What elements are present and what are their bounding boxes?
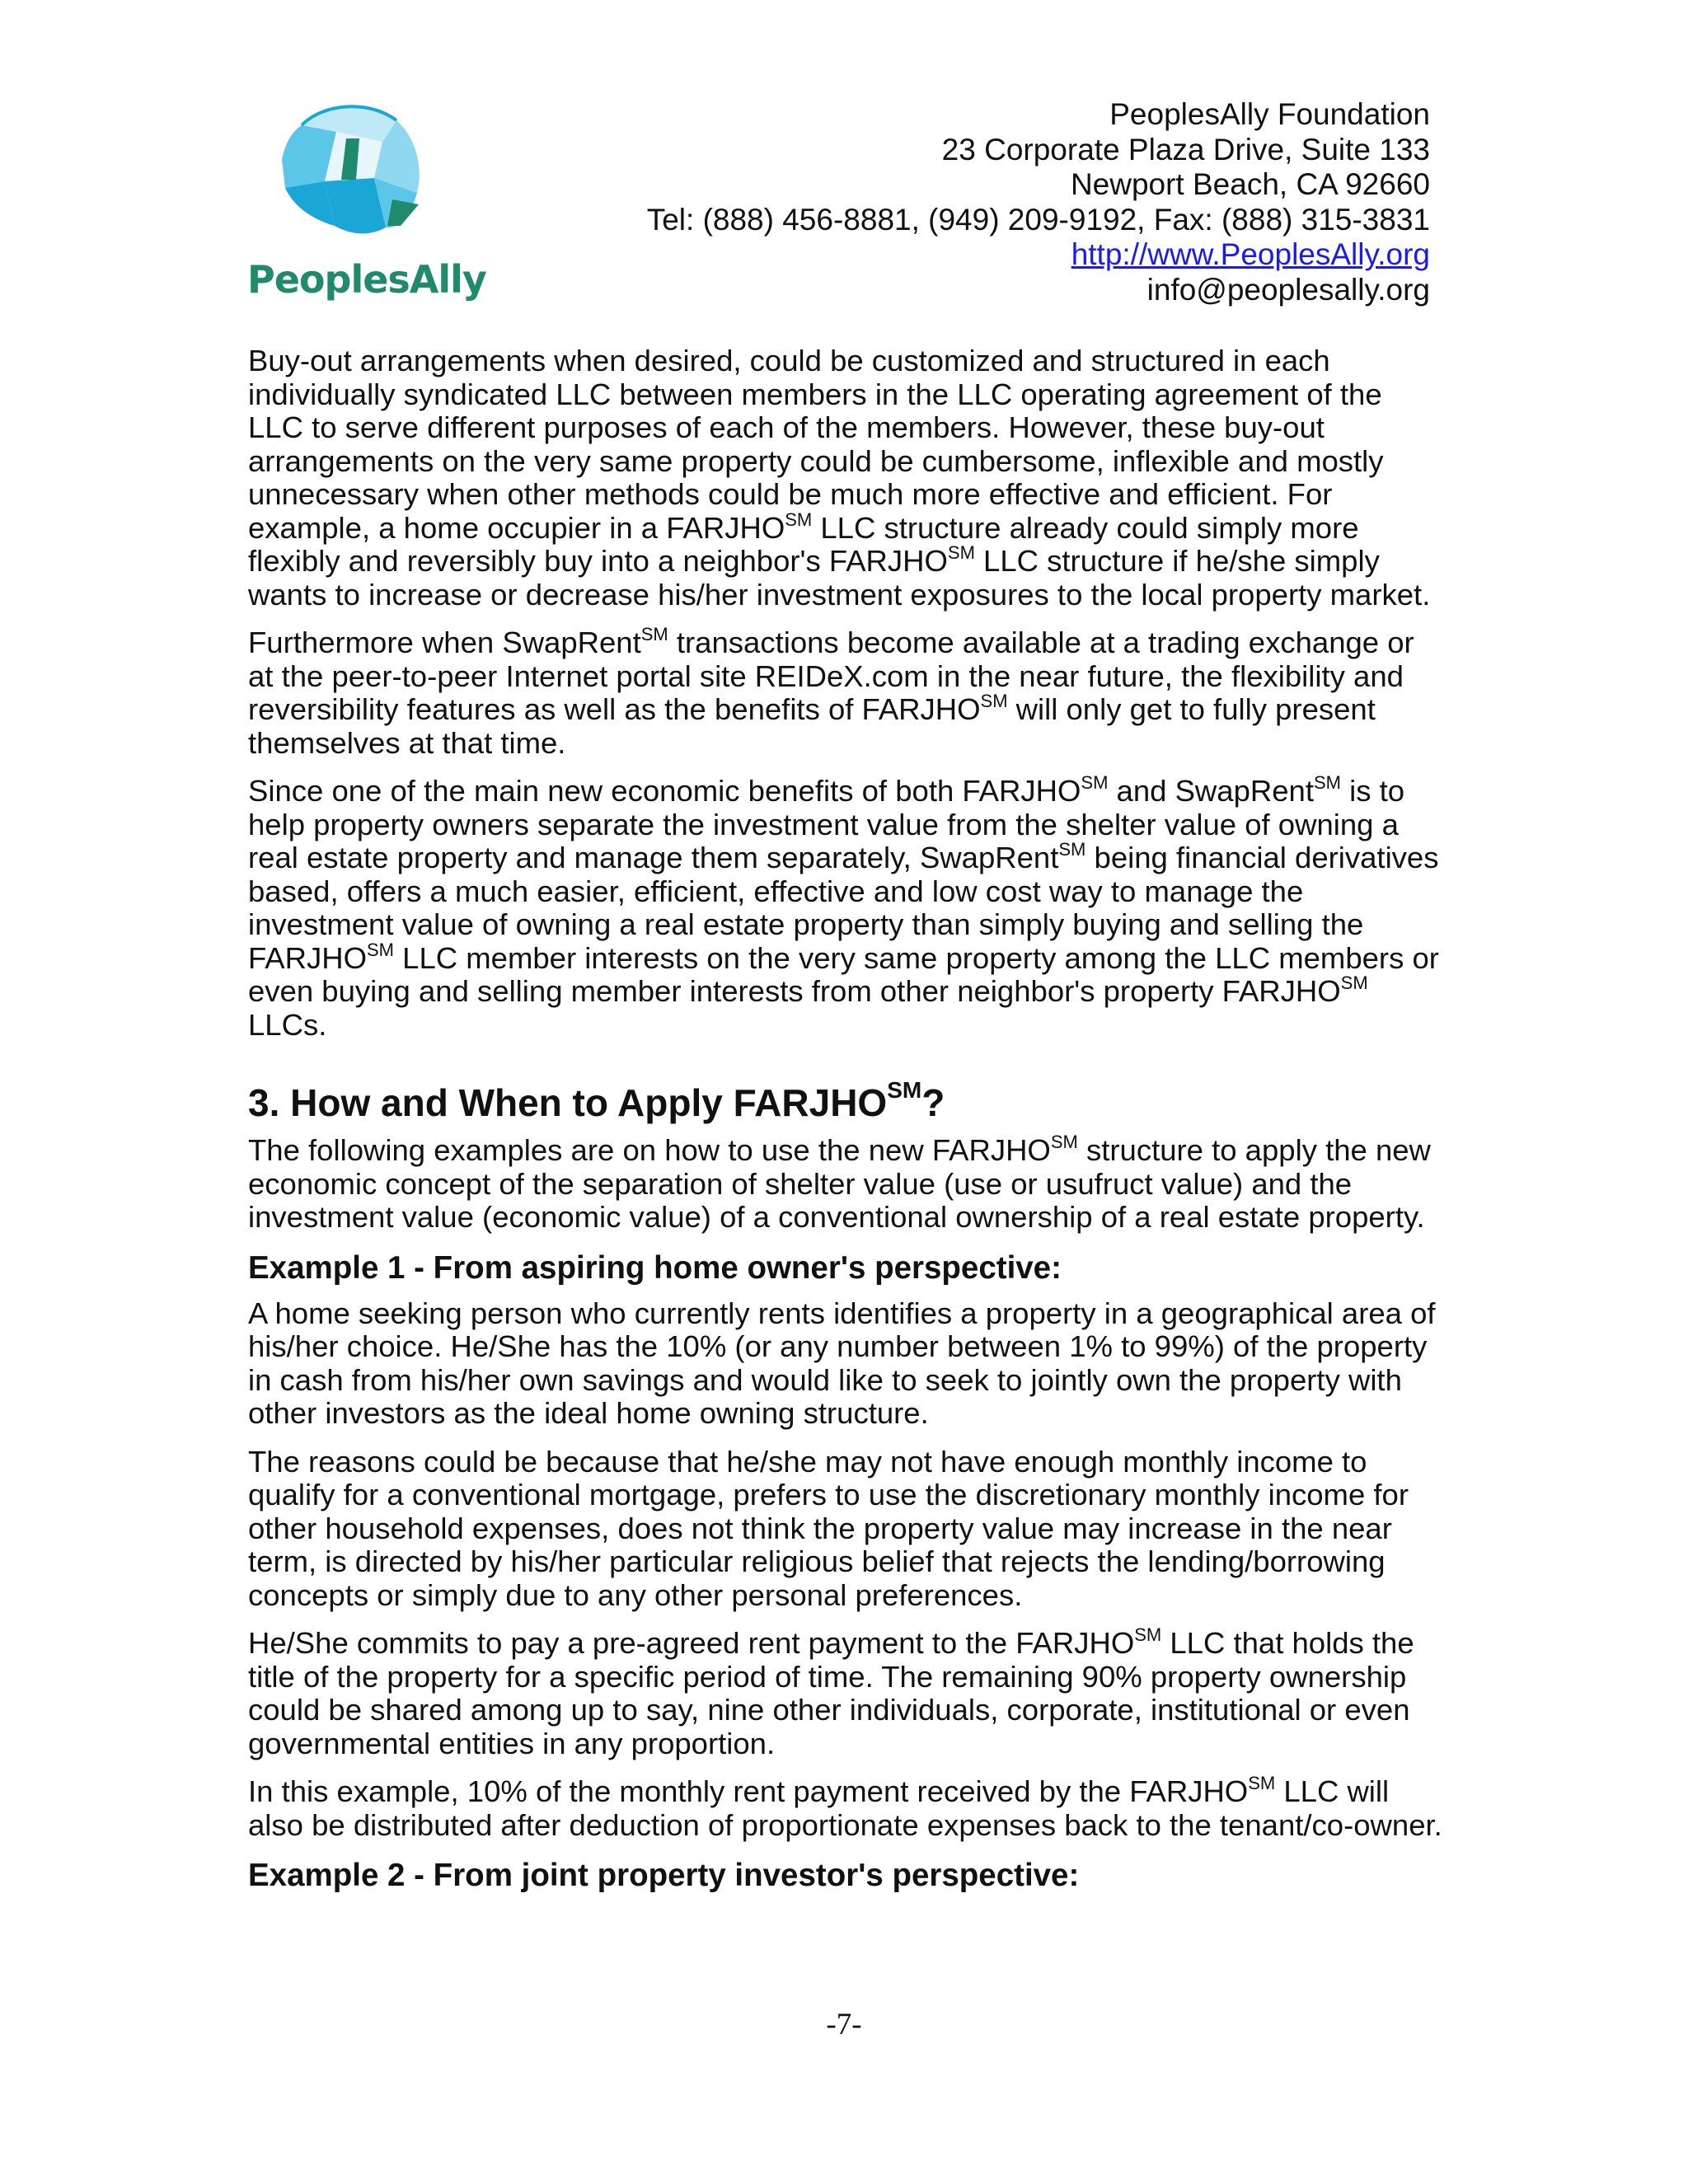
service-mark: SM — [887, 1077, 922, 1103]
globe-logo-icon — [277, 102, 422, 252]
paragraph-economic-benefits: Since one of the main new economic benefits of both FARJHO℠ and SwapRent℠ is to help property owners separate the investment value from the shelter value of owning a real estate property and manage them separately, SwapRent℠ being financial derivatives based, offers a much easier, efficient, effective and low cost way to manage the investment value of owning a real estate property than simply buying and selling the FARJHO℠ LLC member interests on the very same property among the LLC members or even buying and selling member interests from other neighbor's property FARJHO℠ LLCs. — [248, 772, 1439, 1042]
paragraph-rent-commitment: He/She commits to pay a pre-agreed rent payment to the FARJHO℠ LLC that holds the title of the property for a specific period of time. The remaining 90% property ownership could be shared among up to say, nine other individuals, corporate, institutional or even governmental entities in any proportion. — [248, 1624, 1414, 1760]
logo-wordmark: PeoplesAlly — [247, 257, 486, 302]
paragraph-reasons: The reasons could be because that he/she may not have enough monthly income to qualify for a conventional mortgage, prefers to use the discretionary monthly income for other household expenses, does not think the property value may increase in the near term, is directed by his/her particular religious belief that rejects the lending/borrowing concepts or simply due to any other personal preferences. — [248, 1444, 1409, 1612]
service-mark: SM — [1081, 772, 1109, 793]
service-mark: SM — [785, 509, 813, 530]
paragraph-rent-distribution: In this example, 10% of the monthly rent payment received by the FARJHO℠ LLC will also be distributed after deduction of proportionate expenses back to the tenant/co-owner. — [248, 1773, 1442, 1842]
service-mark: SM — [1058, 839, 1086, 860]
document-body — [248, 344, 1443, 1905]
service-mark: SM — [640, 624, 668, 644]
page-number: -7- — [826, 2008, 862, 2041]
service-mark: SM — [1134, 1624, 1162, 1645]
service-mark: SM — [1313, 772, 1341, 793]
paragraph-swaprent-exchange: Furthermore when SwapRent℠ transactions become available at a trading exchange or at the peer-to-peer Internet portal site REIDeX.com in the near future, the flexibility and reversibility features as well as the benefits of FARJHO℠ will only get to fully present themselves at that time. — [248, 624, 1414, 760]
example-2-heading: Example 2 - From joint property investor's perspective: — [248, 1858, 1080, 1893]
email-address: info@peoplesally.org — [1146, 272, 1430, 307]
address-line-1: 23 Corporate Plaza Drive, Suite 133 — [941, 132, 1430, 166]
paragraph-home-seeker: A home seeking person who currently rents identifies a property in a geographical area of his/her choice. He/She has the 10% (or any number between 1% to 99%) of the property in cash from his/her own savings and would like to seek to jointly own the property with other investors as the ideal home owning structure. — [248, 1296, 1436, 1430]
paragraph-examples-intro: The following examples are on how to use the new FARJHO℠ structure to apply the new economic concept of the separation of shelter value (use or usufruct value) and the investment value (economic value) of a conventional ownership of a real estate property. — [248, 1132, 1431, 1234]
example-1-heading: Example 1 - From aspiring home owner's perspective: — [248, 1249, 1062, 1286]
organization-name: PeoplesAlly Foundation — [1109, 97, 1430, 131]
service-mark: SM — [1050, 1132, 1078, 1152]
website-link[interactable]: http://www.PeoplesAlly.org — [1071, 237, 1430, 271]
address-line-2: Newport Beach, CA 92660 — [1070, 167, 1430, 201]
phone-fax-line: Tel: (888) 456-8881, (949) 209-9192, Fax: (888) 315-3831 — [646, 202, 1430, 237]
service-mark: SM — [1248, 1773, 1276, 1793]
service-mark: SM — [947, 542, 975, 563]
paragraph-buyout-arrangements: Buy-out arrangements when desired, could be customized and structured in each individually syndicated LLC between members in the LLC operating agreement of the LLC to serve different purposes of each of the members. However, these buy-out arrangements on the very same property could be cumbersome, inflexible and mostly unnecessary when other methods could be much more effective and efficient. For example, a home occupier in a FARJHO℠ LLC structure already could simply more flexibly and reversibly buy into a neighbor's FARJHO℠ LLC structure if he/she simply wants to increase or decrease his/her investment exposures to the local property market. — [248, 344, 1431, 612]
section-3-heading: 3. How and When to Apply FARJHO℠? — [248, 1077, 945, 1124]
peoplesally-logo — [244, 102, 486, 318]
service-mark: SM — [1340, 972, 1368, 993]
service-mark: SM — [367, 939, 394, 960]
service-mark: SM — [980, 691, 1008, 711]
organization-contact-block — [647, 97, 1430, 307]
